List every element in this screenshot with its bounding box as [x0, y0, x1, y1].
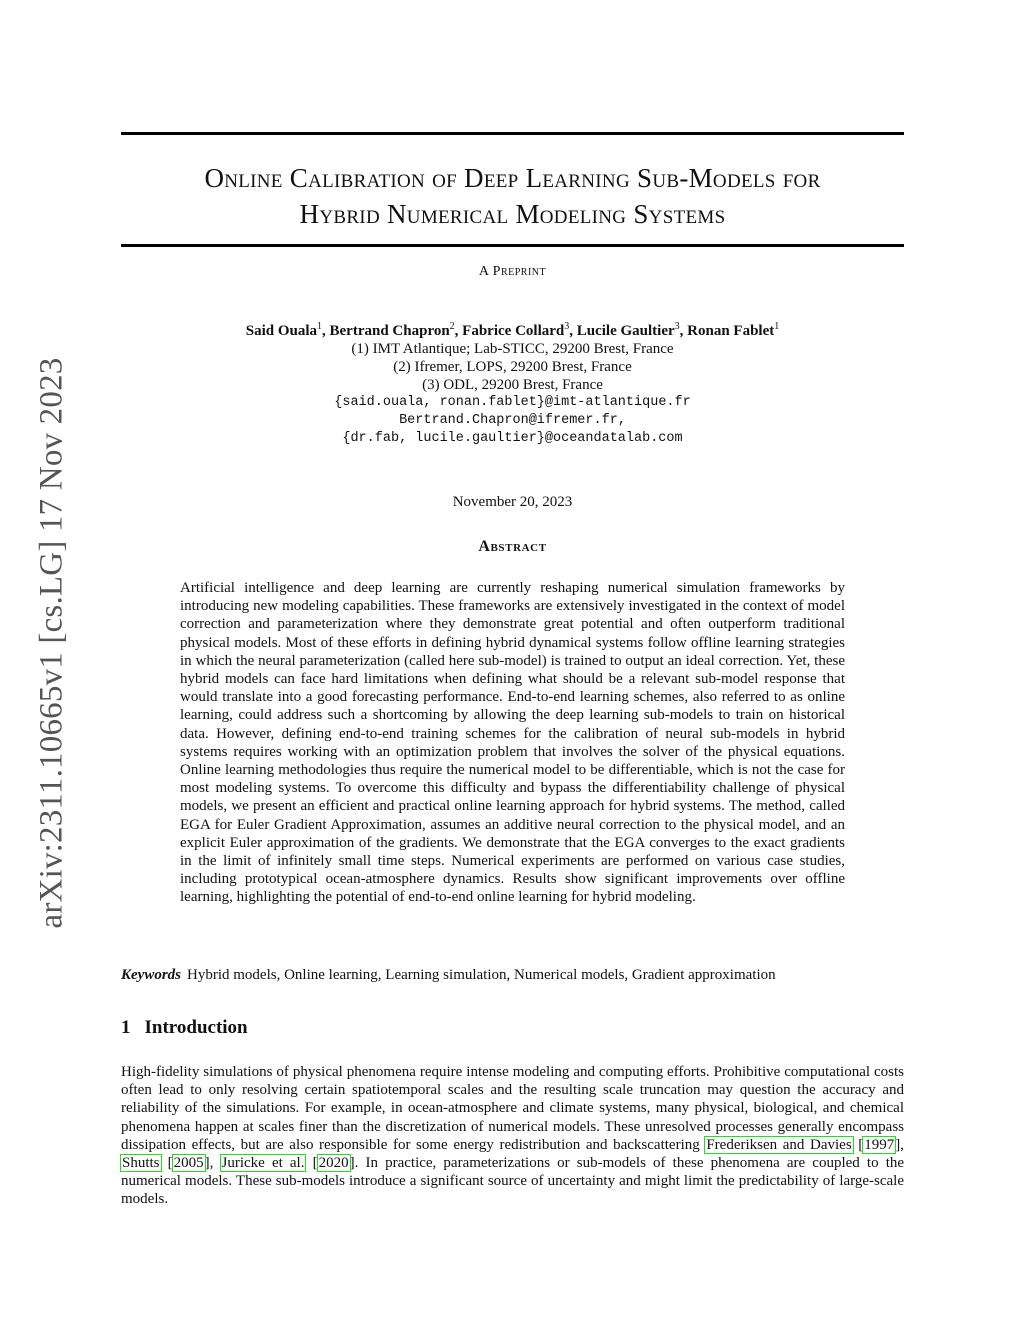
introduction-paragraph: High-fidelity simulations of physical phenomena require intense modeling and computing efforts. Prohibitive computational costs often lead to only resolving certain spatiotemporal scales and the resulting scale truncation may question the accuracy and reliability of the simulations. For example, in ocean-atmosphere and climate systems, many physical, biological, and chemical phenomena happen at scales finer than the discretization of numerical models. These unresolved processes generally encompass dissipation effects, but are also responsible for some energy redistribution and backscattering Frederiksen and Davies [1997], Shutts [2005], Juricke et al. [2020]. In practice, parameterizations or sub-models of these phenomena are coupled to the numerical models. These sub-models introduce a significant source of uncertainty and might limit the predictability of large-scale models. [121, 1064, 905, 1208]
intro-text-before: High-fidelity simulations of physical phenomena require intense modeling and computing efforts. Prohibitive computational costs often lead to only resolving certain spatiotemporal scales and the resulting scale truncation may question the accuracy and reliability of the simulations. For example, in ocean-atmosphere and climate systems, many physical, biological, and chemical phenomena happen at scales finer than the discretization of numerical models. These unresolved processes generally encompass dissipation effects, but are also responsible for some energy redistribution and backscattering [121, 1064, 904, 1153]
email-line-2: Bertrand.Chapron@ifremer.fr, [399, 413, 626, 428]
author-name: Said Ouala [245, 323, 318, 339]
title-line-1: Online Calibration of Deep Learning Sub-Models for [204, 163, 821, 193]
arxiv-sidebar-stamp: arXiv:2311.10665v1 [cs.LG] 17 Nov 2023 [33, 357, 70, 929]
author-affil-mark: 3 [564, 321, 570, 332]
affiliation-2: (2) Ifremer, LOPS, 29200 Brest, France [393, 359, 632, 375]
section-title: Introduction [144, 1017, 248, 1038]
citation-link[interactable]: Juricke et al. [221, 1155, 305, 1172]
abstract-text: Artificial intelligence and deep learning are currently reshaping numerical simulation frameworks by introducing new modeling capabilities. These frameworks are extensively investigated in the context of model correction and parameterization where they demonstrate great potential and often outperform traditional physical models. Most of these efforts in defining hybrid dynamical systems follow offline learning strategies in which the neural parameterization (called here sub-model) is trained to output an ideal correction. Yet, these hybrid models can face hard limitations when defining what should be a relevant sub-model response that would translate into a good forecasting performance. End-to-end learning schemes, also referred to as online learning, could address such a shortcoming by allowing the deep learning sub-models to train on historical data. However, defining end-to-end training schemes for the calibration of neural sub-models in hybrid systems requires working with an optimization problem that involves the solver of the physical equations. Online learning methodologies thus require the numerical model to be differentiable, which is not the case for most modeling systems. To overcome this difficulty and bypass the differentiability challenge of physical models, we present an efficient and practical online learning approach for hybrid systems. The method, called EGA for Euler Gradient Approximation, assumes an additive neural correction to the physical model, and an explicit Euler approximation of the gradients. We demonstrate that the EGA converges to the exact gradients in the limit of infinitely small time steps. Numerical experiments are performed on various case studies, including prototypical ocean-atmosphere dynamics. Results show significant improvements over offline learning, highlighting the potential of end-to-end online learning for hybrid modeling. [180, 580, 845, 906]
citation-year-link[interactable]: 1997 [864, 1136, 895, 1153]
preprint-label: A Preprint [478, 264, 547, 279]
intro-text-after: . In practice, parameterizations or sub-models of these phenomena are coupled to the numerical models. These sub-models introduce a significant source of uncertainty and might limit the predictability of large-scale models. [121, 1155, 905, 1208]
title-top-rule [121, 132, 904, 135]
citation-link[interactable]: Frederiksen and Davies [706, 1136, 852, 1153]
title-line-2: Hybrid Numerical Modeling Systems [299, 199, 726, 229]
author-affil-mark: 1 [317, 321, 323, 332]
citation-year-link[interactable]: 2005 [173, 1155, 204, 1172]
email-line-1: {said.ouala, ronan.fablet}@imt-atlantique.fr [334, 395, 691, 410]
author-affil-mark: 2 [449, 321, 455, 332]
author-names: Said Ouala$^1$, Bertrand Chapron$^2$, Fabrice Collard$^3$, Lucile Gaultier$^3$, Ronan Fablet$^1$ [245, 321, 780, 339]
citation-link[interactable]: Shutts [122, 1155, 160, 1172]
author-name: Lucile Gaultier [576, 323, 675, 339]
author-name: Bertrand Chapron [329, 323, 450, 339]
author-name: Ronan Fablet [687, 323, 775, 339]
authors-block [121, 318, 904, 448]
author-affil-mark: 3 [674, 321, 680, 332]
author-name: Fabrice Collard [462, 323, 565, 339]
section-number: 1 [121, 1017, 131, 1038]
affiliation-3: (3) ODL, 29200 Brest, France [422, 377, 603, 393]
abstract-heading: Abstract [478, 538, 547, 555]
title-bottom-rule [121, 244, 904, 247]
keywords-line [121, 967, 904, 984]
affiliation-1: (1) IMT Atlantique; Lab-STICC, 29200 Brest, France [351, 341, 674, 357]
section-heading-introduction [121, 1017, 262, 1039]
keywords-text: Hybrid models, Online learning, Learning simulation, Numerical models, Gradient approximation [187, 967, 776, 983]
paper-date: November 20, 2023 [452, 494, 573, 510]
paper-title [121, 160, 904, 232]
author-affil-mark: 1 [774, 321, 780, 332]
citation-year-link[interactable]: 2020 [318, 1155, 349, 1172]
email-line-3: {dr.fab, lucile.gaultier}@oceandatalab.com [342, 431, 683, 446]
keywords-label: Keywords [121, 967, 181, 983]
